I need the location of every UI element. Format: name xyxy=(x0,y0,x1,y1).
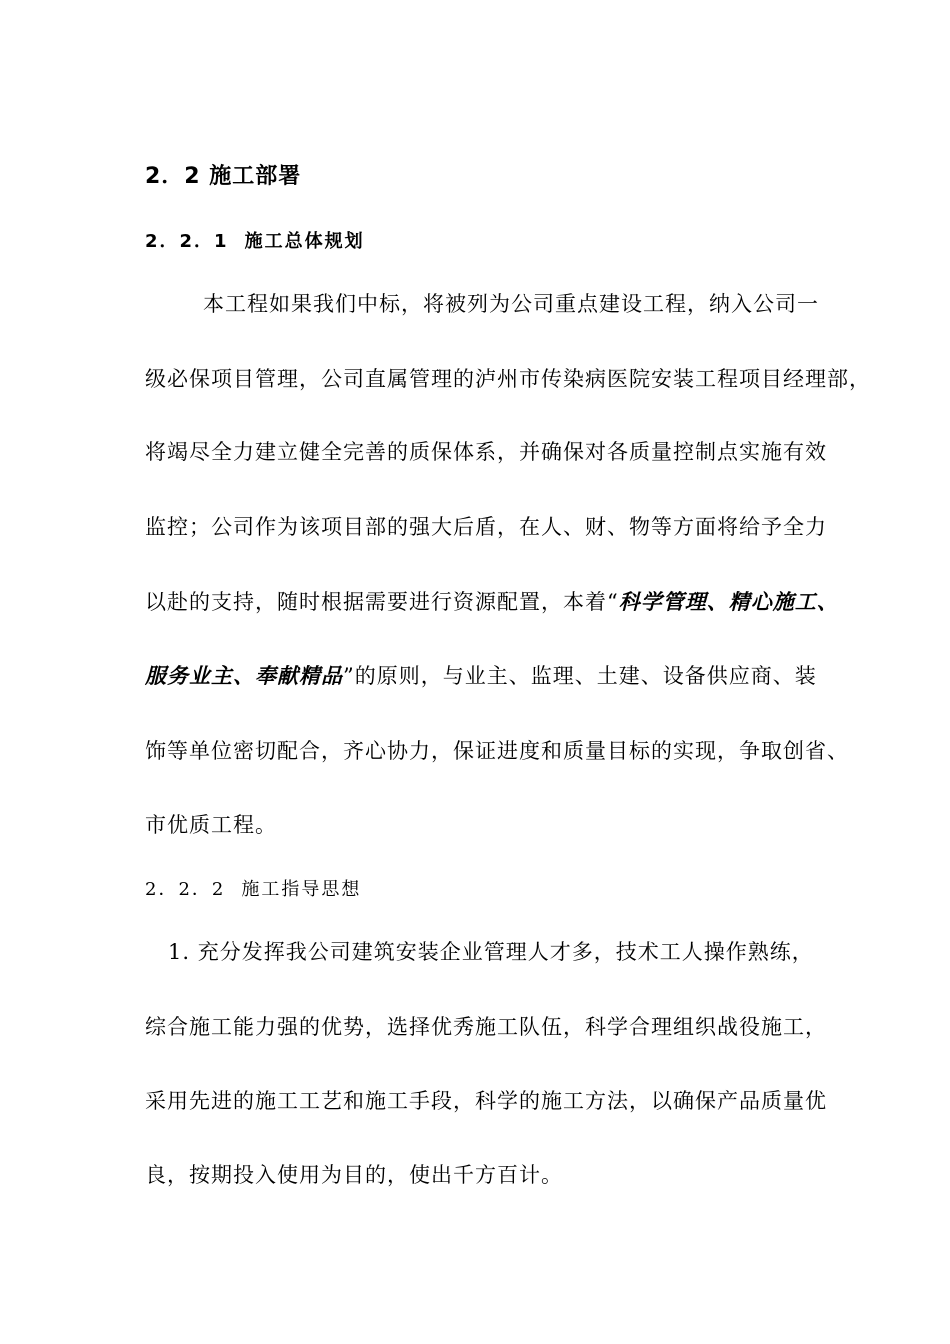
paragraph-line: 将竭尽全力建立健全完善的质保体系，并确保对各质量控制点实施有效 xyxy=(145,440,827,464)
paragraph-text: ”的原则，与业主、监理、土建、设备供应商、装 xyxy=(343,664,817,688)
paragraph-line: 采用先进的施工工艺和施工手段，科学的施工方法，以确保产品质量优 xyxy=(145,1089,827,1113)
emphasized-text: 服务业主、奉献精品 xyxy=(145,663,343,688)
subsection-number: 2．2．1 xyxy=(145,231,229,252)
paragraph-line: 级必保项目管理，公司直属管理的泸州市传染病医院安装工程项目经理部， xyxy=(145,367,871,391)
paragraph-line: 市优质工程。 xyxy=(145,813,277,837)
paragraph-line: 饰等单位密切配合，齐心协力，保证进度和质量目标的实现，争取创省、 xyxy=(145,739,849,763)
paragraph-text: 以赴的支持，随时根据需要进行资源配置，本着“ xyxy=(145,590,619,614)
subsection-number: 2．2．2 xyxy=(145,879,226,900)
paragraph-line: 监控；公司作为该项目部的强大后盾，在人、财、物等方面将给予全力 xyxy=(145,515,827,539)
section-heading-2-2: 2．2 施工部署 xyxy=(145,164,302,189)
emphasized-text: 科学管理、精心施工、 xyxy=(618,589,839,614)
paragraph-line xyxy=(145,588,839,616)
paragraph-line: 综合施工能力强的优势，选择优秀施工队伍，科学合理组织战役施工， xyxy=(145,1015,827,1039)
paragraph-line xyxy=(145,662,817,690)
paragraph-line: 良，按期投入使用为目的，使出千方百计。 xyxy=(145,1163,563,1187)
subsection-heading-2-2-1 xyxy=(145,228,365,256)
list-item-line: 1. 充分发挥我公司建筑安装企业管理人才多，技术工人操作熟练， xyxy=(168,940,814,964)
subsection-title: 施工总体规划 xyxy=(244,231,365,252)
subsection-title: 施工指导思想 xyxy=(241,879,362,900)
paragraph-line: 本工程如果我们中标，将被列为公司重点建设工程，纳入公司一 xyxy=(203,292,819,316)
subsection-heading-2-2-2 xyxy=(145,876,361,904)
